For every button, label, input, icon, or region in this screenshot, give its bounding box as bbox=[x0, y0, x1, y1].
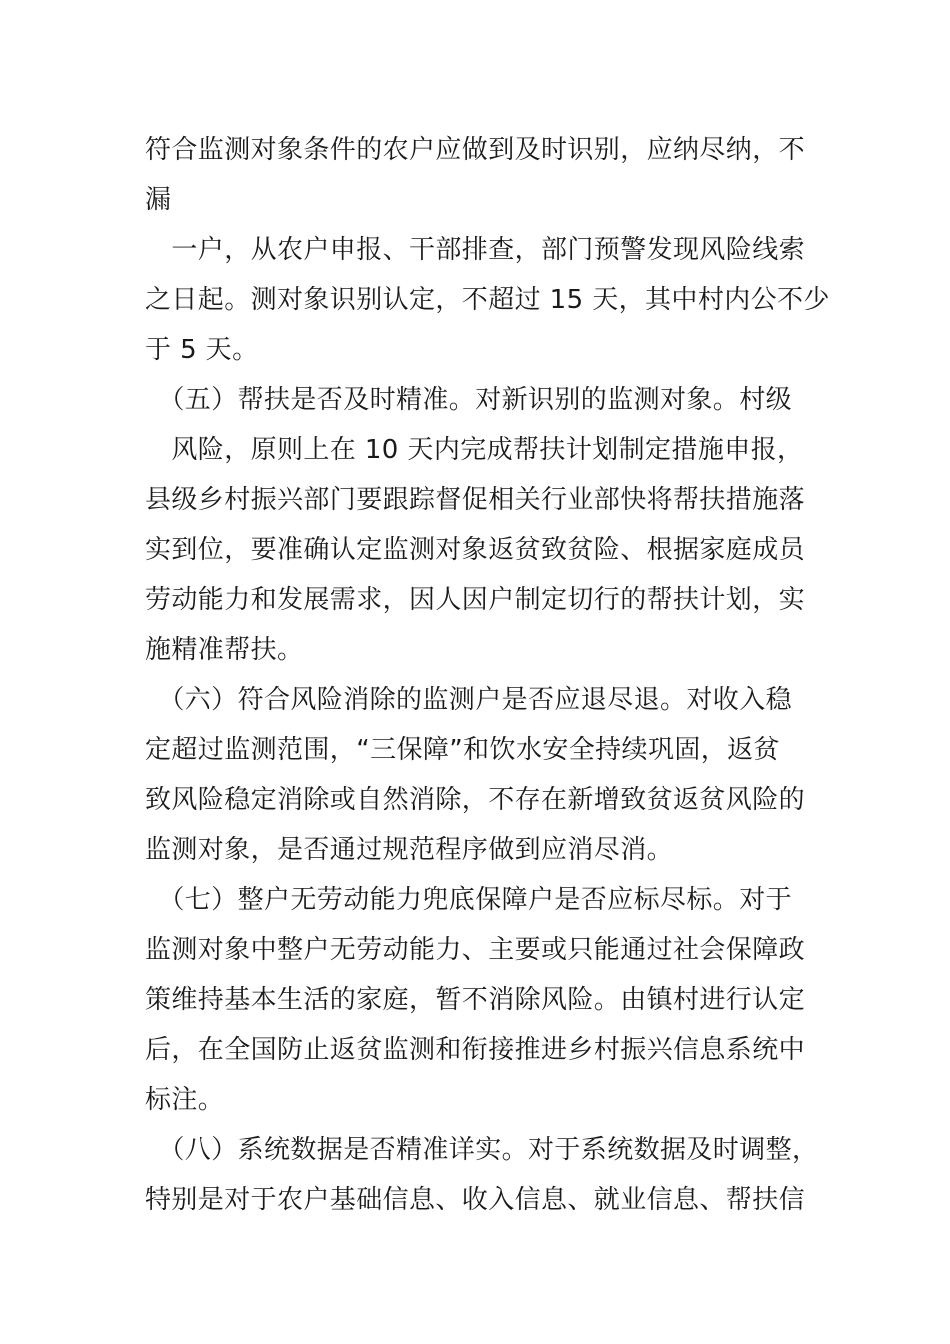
text-line: 实到位，要准确认定监测对象返贫致贫险、根据家庭成员 bbox=[145, 535, 806, 565]
text-line: 策维持基本生活的家庭，暂不消除风险。由镇村进行认定 bbox=[145, 985, 806, 1015]
text-line: 风险，原则上在 10 天内完成帮扶计划制定措施申报， bbox=[145, 435, 804, 465]
text-line: 县级乡村振兴部门要跟踪督促相关行业部快将帮扶措施落 bbox=[145, 485, 806, 515]
text-line: （六）符合风险消除的监测户是否应退尽退。对收入稳 bbox=[145, 685, 793, 715]
text-line: 施精准帮扶。 bbox=[145, 635, 304, 665]
text-line: 劳动能力和发展需求，因人因户制定切行的帮扶计划，实 bbox=[145, 585, 806, 615]
text-line: 特别是对于农户基础信息、收入信息、就业信息、帮扶信 bbox=[145, 1185, 806, 1215]
text-line: （五）帮扶是否及时精准。对新识别的监测对象。村级 bbox=[145, 385, 793, 415]
text-line: （八）系统数据是否精准详实。对于系统数据及时调整， bbox=[145, 1135, 819, 1165]
text-line: 标注。 bbox=[145, 1085, 225, 1115]
text-line: 之日起。测对象识别认定，不超过 15 天，其中村内公不少 bbox=[145, 285, 830, 315]
text-line: 后，在全国防止返贫监测和衔接推进乡村振兴信息系统中 bbox=[145, 1035, 806, 1065]
text-line: 符合监测对象条件的农户应做到及时识别，应纳尽纳，不 bbox=[145, 135, 806, 165]
text-line: 监测对象中整户无劳动能力、主要或只能通过社会保障政 bbox=[145, 935, 806, 965]
text-line: （七）整户无劳动能力兜底保障户是否应标尽标。对于 bbox=[145, 885, 793, 915]
text-line: 漏 bbox=[145, 185, 172, 215]
text-line: 致风险稳定消除或自然消除，不存在新增致贫返贫风险的 bbox=[145, 785, 806, 815]
text-line: 定超过监测范围，“三保障”和饮水安全持续巩固，返贫 bbox=[145, 735, 780, 765]
text-line: 于 5 天。 bbox=[145, 335, 259, 365]
text-line: 监测对象，是否通过规范程序做到应消尽消。 bbox=[145, 835, 674, 865]
text-line: 一户，从农户申报、干部排查，部门预警发现风险线索 bbox=[145, 235, 806, 265]
